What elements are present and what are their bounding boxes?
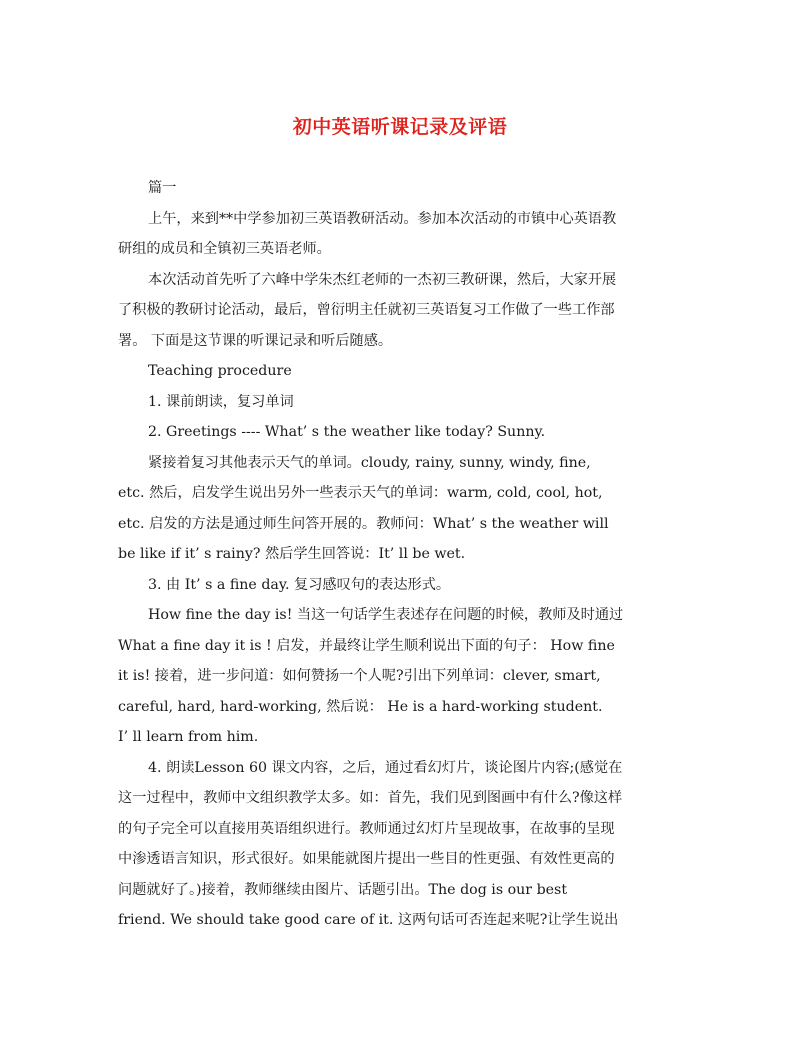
text-line: 3. 由 It’ s a fine day. 复习感叹句的表达形式。: [148, 576, 451, 593]
text-line: 中渗透语言知识，形式很好。如果能就图片提出一些目的性更强、有效性更高的: [118, 851, 615, 867]
text-line: Teaching procedure: [148, 363, 292, 379]
text-line: 4. 朗读Lesson 60 课文内容，之后，通过看幻灯片，谈论图片内容;(感觉在: [148, 759, 623, 776]
document-body: [118, 173, 690, 936]
text-line: 了积极的教研讨论活动，最后，曾衍明主任就初三英语复习工作做了一些工作部: [118, 302, 615, 318]
text-line: 1. 课前朗读，复习单词: [148, 393, 294, 410]
text-line: etc. 启发的方法是通过师生问答开展的。教师问：What’ s the weather will: [118, 515, 609, 532]
text-line: 的句子完全可以直接用英语组织进行。教师通过幻灯片呈现故事，在故事的呈现: [118, 820, 615, 837]
text-line: it is! 接着，进一步问道：如何赞扬一个人呢?引出下列单词：clever, smart,: [118, 668, 601, 684]
text-line: I’ ll learn from him.: [118, 729, 259, 745]
text-line: friend. We should take good care of it. 这两句话可否连起来呢?让学生说出: [118, 912, 619, 928]
text-line: be like if it’ s rainy? 然后学生回答说：It’ ll be wet.: [118, 546, 466, 562]
text-line: 2. Greetings ---- What’ s the weather like today? Sunny.: [148, 424, 546, 440]
text-line: 问题就好了。)接着，教师继续由图片、话题引出。The dog is our best: [118, 881, 568, 898]
text-line: 署。 下面是这节课的听课记录和听后随感。: [118, 332, 393, 349]
text-line: What a fine day it is ! 启发，并最终让学生顺利说出下面的句子： How fine: [118, 637, 615, 654]
text-line: 研组的成员和全镇初三英语老师。: [118, 241, 331, 257]
text-line: How fine the day is! 当这一句话学生表述存在问题的时候，教师及时通过: [148, 607, 624, 623]
text-line: 篇一: [148, 180, 177, 196]
document-title: 初中英语听课记录及评语: [292, 116, 508, 138]
text-line: etc. 然后，启发学生说出另外一些表示天气的单词：warm, cold, cool, hot,: [118, 485, 603, 501]
text-line: 上午，来到**中学参加初三英语教研活动。参加本次活动的市镇中心英语教: [148, 210, 617, 227]
text-line: 这一过程中，教师中文组织教学太多。如：首先，我们见到图画中有什么?像这样: [118, 790, 623, 806]
text-line: careful, hard, hard-working, 然后说： He is a hard-working student.: [118, 698, 603, 715]
text-line: 紧接着复习其他表示天气的单词。cloudy, rainy, sunny, windy, fine,: [148, 454, 591, 471]
text-line: 本次活动首先听了六峰中学朱杰红老师的一杰初三教研课，然后，大家开展: [148, 271, 617, 288]
